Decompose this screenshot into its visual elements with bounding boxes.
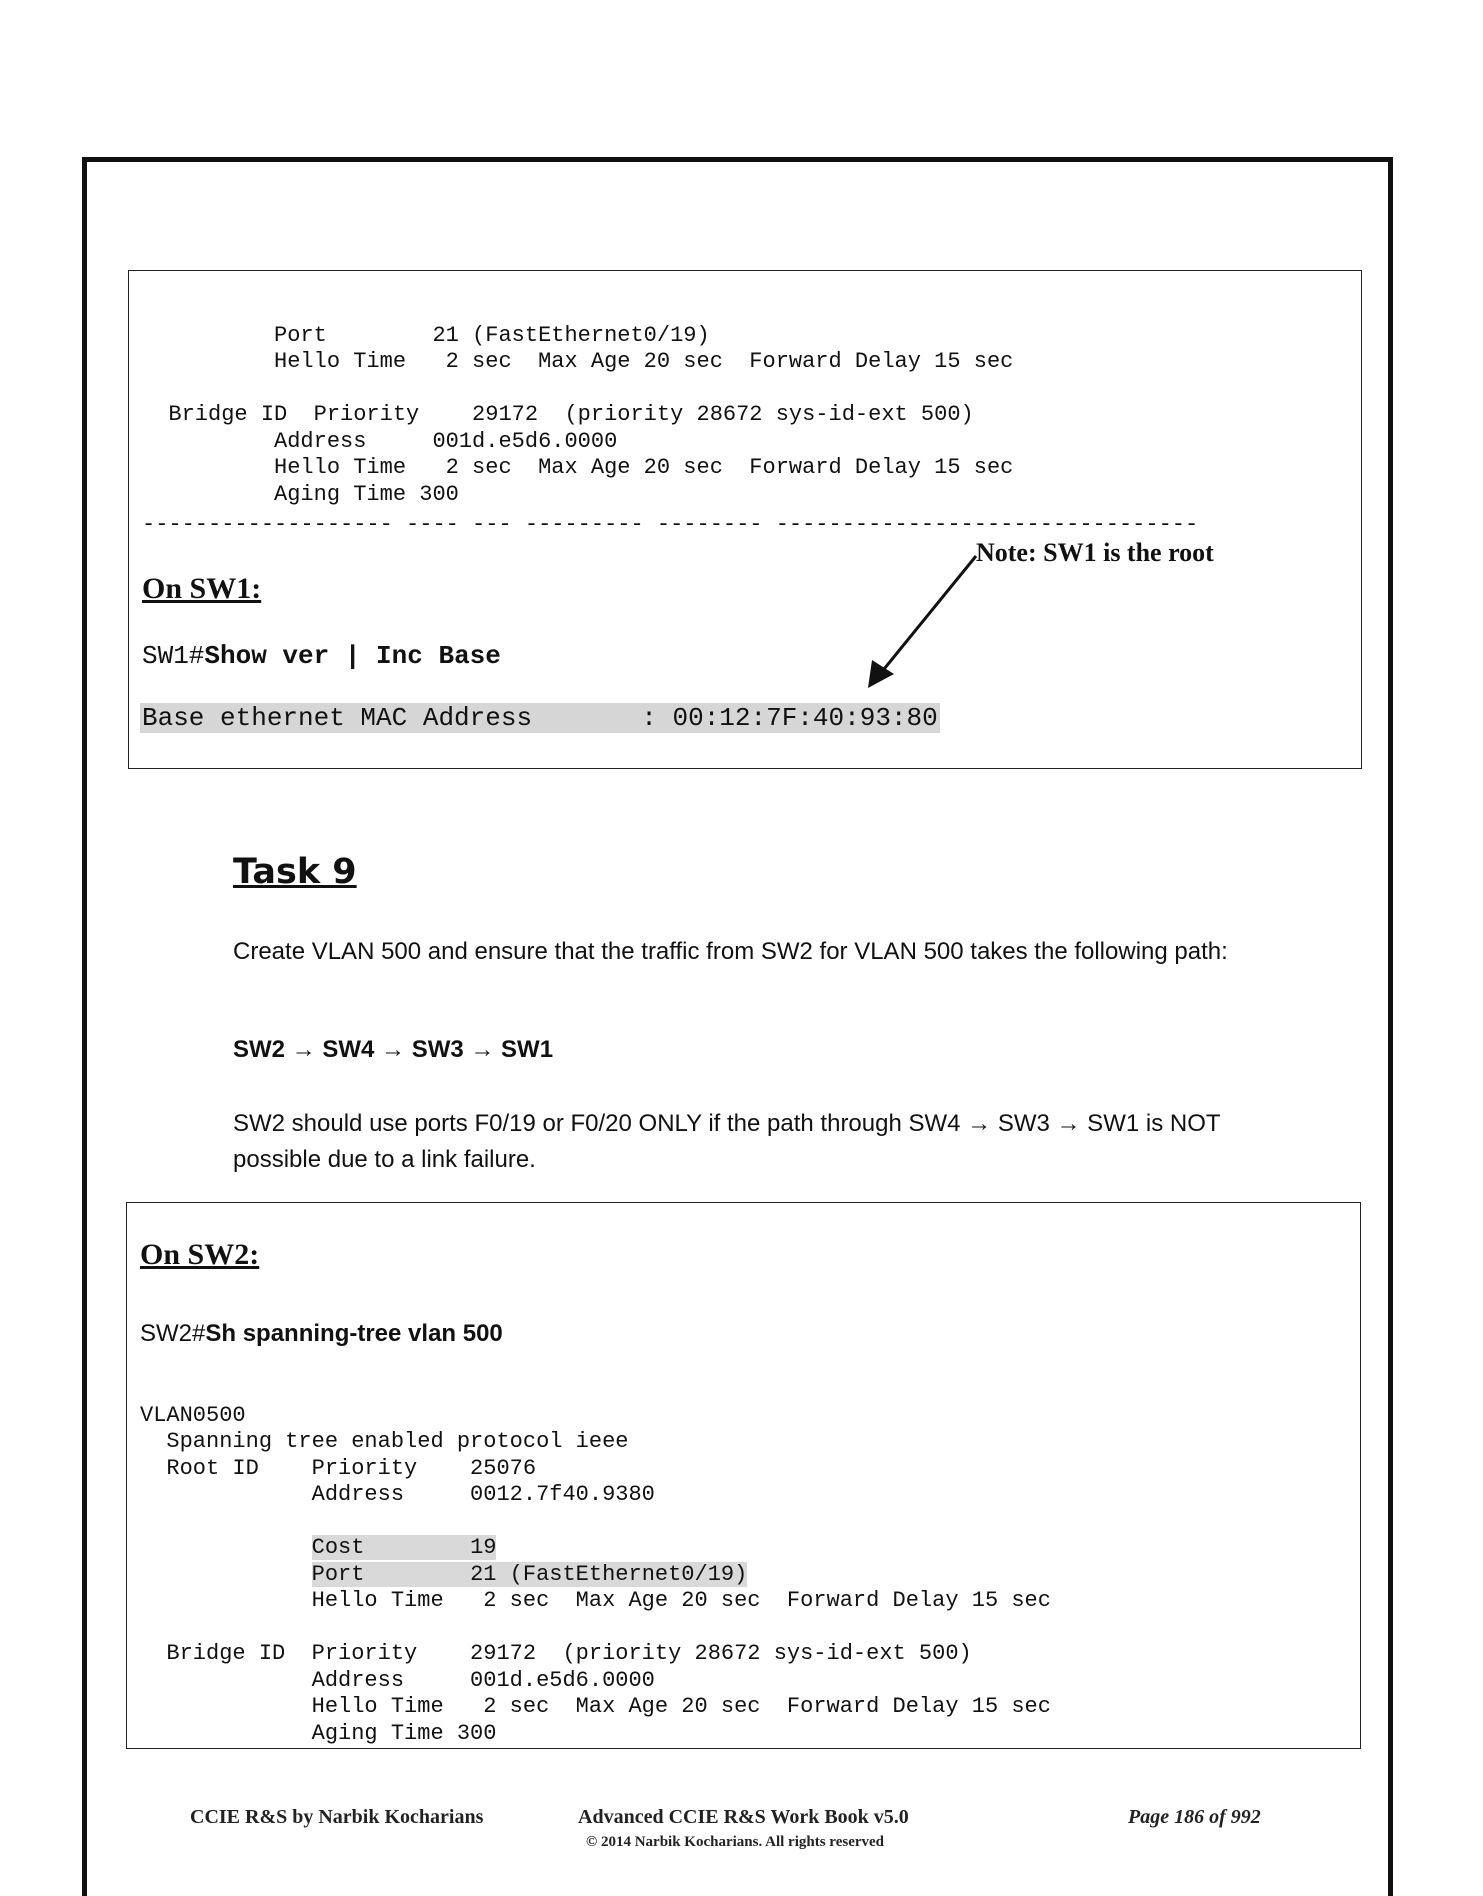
command-prompt: SW1# xyxy=(142,641,205,671)
footer-copyright: © 2014 Narbik Kocharians. All rights reserved xyxy=(586,1834,885,1850)
annotation-arrow-icon xyxy=(860,550,990,690)
base-mac-line: Base ethernet MAC Address : 00:12:7F:40:93:80 xyxy=(142,703,938,733)
sw1-heading: On SW1: xyxy=(142,572,262,605)
output-line xyxy=(140,1535,1051,1562)
output-line: Bridge ID Priority 29172 (priority 28672 sys-id-ext 500) xyxy=(140,1641,972,1666)
footer-author: CCIE R&S by Narbik Kocharians xyxy=(190,1806,484,1828)
output-line: Aging Time 300 xyxy=(140,1720,497,1746)
output-line: Root ID Priority 25076 xyxy=(140,1455,537,1481)
output-line: Hello Time 2 sec Max Age 20 sec Forward Delay 15 sec xyxy=(140,1694,1051,1719)
root-port-highlight: Port 21 (FastEthernet0/19) xyxy=(311,1561,748,1587)
output-line xyxy=(142,376,1013,403)
output-line: Aging Time 300 xyxy=(142,481,459,507)
task-description: Create VLAN 500 and ensure that the traffic from SW2 for VLAN 500 takes the following path: xyxy=(233,938,1228,965)
sw1-stp-output xyxy=(142,296,1013,535)
output-line: Bridge ID Priority 29172 (priority 28672 sys-id-ext 500) xyxy=(142,402,974,427)
output-line xyxy=(140,1562,1051,1589)
sw2-command xyxy=(140,1320,503,1348)
sw2-stp-output xyxy=(140,1376,1051,1774)
output-line: Address 0012.7f40.9380 xyxy=(140,1482,655,1507)
output-line: Address 001d.e5d6.0000 xyxy=(142,428,618,454)
task-path: SW2 → SW4 → SW3 → SW1 xyxy=(233,1036,554,1063)
output-line: Spanning tree enabled protocol ieee xyxy=(140,1429,629,1454)
page-frame-top xyxy=(82,157,1393,162)
output-line: Address 001d.e5d6.0000 xyxy=(140,1667,655,1693)
output-line: Hello Time 2 sec Max Age 20 sec Forward Delay 15 sec xyxy=(140,1588,1051,1613)
output-line: VLAN0500 xyxy=(140,1402,246,1428)
command-text: Sh spanning-tree vlan 500 xyxy=(205,1320,503,1347)
annotation-note: Note: SW1 is the root xyxy=(976,538,1214,567)
page-frame-right xyxy=(1388,157,1393,1896)
sw2-heading: On SW2: xyxy=(140,1238,260,1271)
footer-title: Advanced CCIE R&S Work Book v5.0 xyxy=(578,1806,909,1828)
sw1-command xyxy=(142,641,501,671)
output-line: Hello Time 2 sec Max Age 20 sec Forward Delay 15 sec xyxy=(142,455,1014,480)
output-line xyxy=(140,1615,1051,1642)
output-line: Port 21 (FastEthernet0/19) xyxy=(142,322,710,348)
task-constraint: SW2 should use ports F0/19 or F0/20 ONLY if the path through SW4 → SW3 → SW1 is NOT possible due to a link failure. xyxy=(233,1110,1221,1173)
command-prompt: SW2# xyxy=(140,1320,206,1347)
root-cost-highlight: Cost 19 xyxy=(311,1535,497,1560)
task-title: Task 9 xyxy=(233,852,357,892)
page-frame-left xyxy=(82,157,87,1896)
output-line: Hello Time 2 sec Max Age 20 sec Forward Delay 15 sec xyxy=(142,349,1014,374)
footer-page-number: Page 186 of 992 xyxy=(1128,1806,1261,1828)
blank-line xyxy=(140,1509,1051,1536)
command-text: Show ver | Inc Base xyxy=(204,641,501,671)
dash-separator: ------------------- ---- --- --------- -------- -------------------------------- xyxy=(142,512,1199,537)
